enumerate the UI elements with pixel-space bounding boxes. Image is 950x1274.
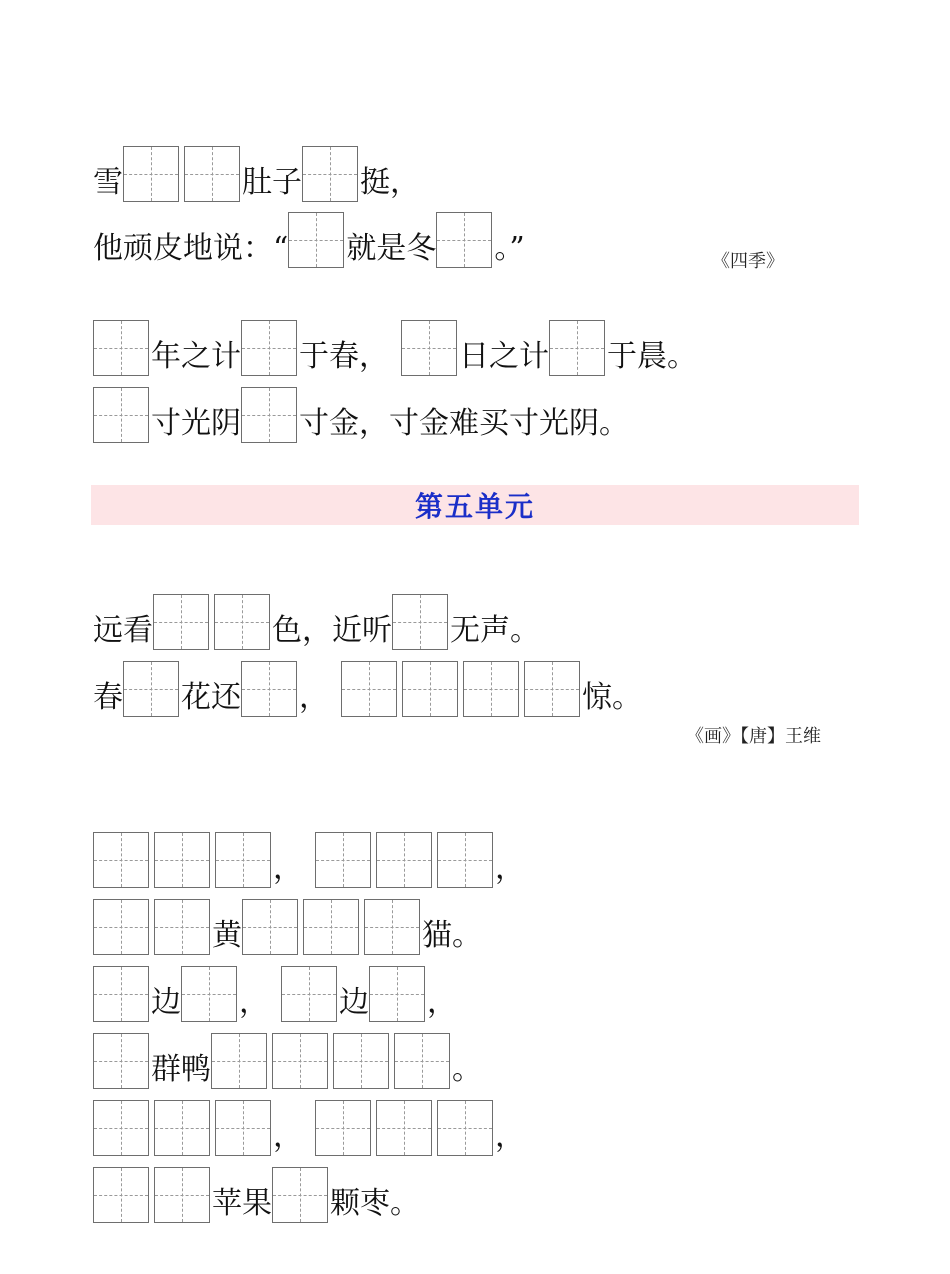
answer-box[interactable] — [93, 966, 149, 1022]
text-fragment: 。” — [494, 231, 525, 266]
text-fragment: 群鸭 — [151, 1052, 211, 1087]
text-fragment: 远看 — [93, 613, 153, 648]
text-fragment: 惊。 — [582, 680, 642, 715]
answer-box[interactable] — [303, 899, 359, 955]
text-fragment: 边 — [151, 985, 181, 1020]
answer-box[interactable] — [215, 1100, 271, 1156]
answer-box[interactable] — [315, 1100, 371, 1156]
text-fragment: 苹果 — [212, 1186, 272, 1221]
rhyme-line — [93, 1094, 525, 1156]
answer-box[interactable] — [93, 1033, 149, 1089]
answer-box[interactable] — [241, 387, 297, 443]
answer-box[interactable] — [123, 661, 179, 717]
answer-box[interactable] — [463, 661, 519, 717]
answer-box[interactable] — [184, 146, 240, 202]
answer-box[interactable] — [153, 594, 209, 650]
text-fragment: 就是冬 — [346, 231, 437, 266]
answer-box[interactable] — [93, 1167, 149, 1223]
answer-box[interactable] — [401, 320, 457, 376]
text-fragment: 雪 — [93, 165, 123, 200]
unit-banner — [91, 485, 859, 525]
text-fragment: 无声。 — [450, 613, 540, 648]
answer-box[interactable] — [242, 899, 298, 955]
answer-box[interactable] — [154, 1100, 210, 1156]
poem-line — [93, 140, 420, 202]
text-fragment: 花还 — [181, 680, 241, 715]
answer-box[interactable] — [93, 387, 149, 443]
answer-box[interactable] — [364, 899, 420, 955]
text-fragment: 黄 — [212, 918, 242, 953]
answer-box[interactable] — [154, 832, 210, 888]
answer-box[interactable] — [93, 832, 149, 888]
answer-box[interactable] — [154, 899, 210, 955]
answer-box[interactable] — [437, 832, 493, 888]
rhyme-line — [93, 960, 457, 1022]
answer-box[interactable] — [549, 320, 605, 376]
answer-box[interactable] — [341, 661, 397, 717]
answer-box[interactable] — [392, 594, 448, 650]
answer-box[interactable] — [215, 832, 271, 888]
answer-box[interactable] — [394, 1033, 450, 1089]
poem-line — [93, 588, 540, 650]
answer-box[interactable] — [214, 594, 270, 650]
text-fragment: 颗枣。 — [330, 1186, 420, 1221]
comma: ， — [495, 851, 525, 886]
answer-box[interactable] — [93, 899, 149, 955]
comma: ， — [427, 985, 457, 1020]
rhyme-line — [93, 893, 482, 955]
comma: ， — [239, 985, 269, 1020]
answer-box[interactable] — [376, 1100, 432, 1156]
answer-box[interactable] — [436, 212, 492, 268]
text-fragment: 他顽皮地说：“ — [93, 231, 289, 266]
answer-box[interactable] — [302, 146, 358, 202]
poem-source: 《画》【唐】王维 — [686, 726, 821, 747]
answer-box[interactable] — [437, 1100, 493, 1156]
answer-box[interactable] — [369, 966, 425, 1022]
period: 。 — [452, 1052, 482, 1087]
answer-box[interactable] — [272, 1033, 328, 1089]
proverb-line — [93, 314, 697, 376]
text-fragment: 日之计 — [459, 339, 549, 374]
answer-box[interactable] — [402, 661, 458, 717]
answer-box[interactable] — [93, 320, 149, 376]
text-fragment: 猫。 — [422, 918, 482, 953]
text-fragment: 寸金，寸金难买寸光阴。 — [299, 406, 629, 441]
rhyme-line — [93, 1161, 420, 1223]
rhyme-line — [93, 1027, 482, 1089]
text-fragment: 寸光阴 — [151, 406, 241, 441]
answer-box[interactable] — [272, 1167, 328, 1223]
comma: ， — [495, 1119, 525, 1154]
answer-box[interactable] — [154, 1167, 210, 1223]
text-fragment: 于晨。 — [607, 339, 697, 374]
answer-box[interactable] — [241, 661, 297, 717]
text-fragment: 肚子 — [242, 165, 302, 200]
answer-box[interactable] — [288, 212, 344, 268]
comma: ， — [273, 1119, 303, 1154]
answer-box[interactable] — [93, 1100, 149, 1156]
text-fragment: 挺， — [360, 165, 420, 200]
answer-box[interactable] — [211, 1033, 267, 1089]
poem-source: 《四季》 — [712, 251, 784, 272]
answer-box[interactable] — [524, 661, 580, 717]
poem-line — [93, 655, 642, 717]
answer-box[interactable] — [123, 146, 179, 202]
answer-box[interactable] — [181, 966, 237, 1022]
poem-line — [93, 206, 525, 268]
text-fragment: 春 — [93, 680, 123, 715]
text-fragment: ， — [299, 680, 329, 715]
answer-box[interactable] — [376, 832, 432, 888]
text-fragment: 边 — [339, 985, 369, 1020]
answer-box[interactable] — [281, 966, 337, 1022]
answer-box[interactable] — [241, 320, 297, 376]
answer-box[interactable] — [333, 1033, 389, 1089]
answer-box[interactable] — [315, 832, 371, 888]
text-fragment: 色，近听 — [272, 613, 392, 648]
text-fragment: 于春， — [299, 339, 389, 374]
proverb-line — [93, 381, 629, 443]
unit-title: 第五单元 — [414, 490, 535, 523]
comma: ， — [273, 851, 303, 886]
text-fragment: 年之计 — [151, 339, 241, 374]
rhyme-line — [93, 826, 525, 888]
